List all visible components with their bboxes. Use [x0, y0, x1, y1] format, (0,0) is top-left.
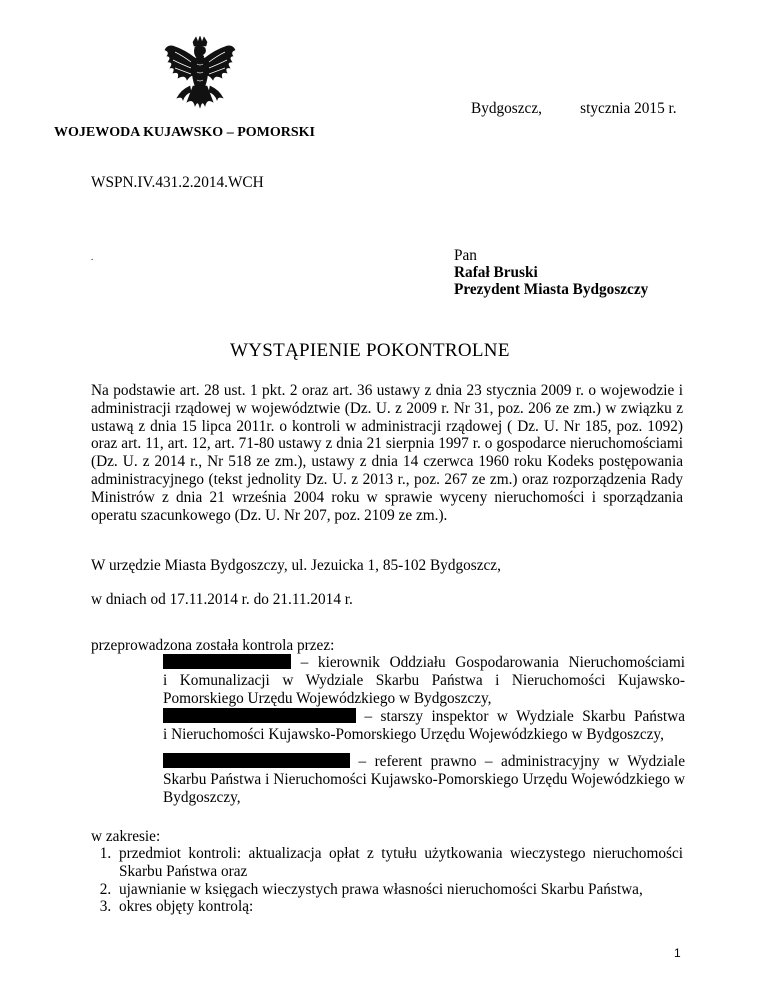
- inspector-entry: [163, 708, 685, 744]
- inspectors-intro: przeprowadzona została kontrola przez:: [91, 637, 335, 654]
- inspector-entry: [163, 753, 685, 806]
- addressee-name: Rafał Bruski: [454, 264, 538, 281]
- redacted-name: [163, 753, 350, 768]
- redacted-name: [163, 708, 356, 723]
- inspector-role-line: – referent prawno – administracyjny w Wydziale: [350, 753, 685, 770]
- document-title: WYSTĄPIENIE POKONTROLNE: [230, 340, 510, 361]
- inspector-role-continuation: Skarbu Państwa i Nieruchomości Kujawsko-Pomorskiego Urzędu Wojewódzkiego w Bydgoszczy,: [163, 770, 685, 806]
- polish-eagle-emblem-icon: [163, 36, 237, 122]
- inspector-role-continuation: i Komunalizacji w Wydziale Skarbu Państwa i Nieruchomości Kujawsko-Pomorskiego Urzędu Wojewódzkiego w Bydgoszczy,: [163, 671, 685, 707]
- page-number: 1: [674, 946, 681, 960]
- reference-number: WSPN.IV.431.2.2014.WCH: [91, 174, 264, 191]
- scope-intro: w zakresie:: [91, 828, 161, 845]
- redacted-name: [163, 654, 291, 669]
- scope-item: 3. okres objęty kontrolą:: [115, 898, 683, 916]
- legal-basis-paragraph: Na podstawie art. 28 ust. 1 pkt. 2 oraz art. 36 ustawy z dnia 23 stycznia 2009 r. o wojewodzie i administracji rządowej w województwie (Dz. U. z 2009 r. Nr 31, poz. 206 ze zm.) w związku z ustawą z dnia 15 lipca 2011r. o kontroli w administracji rządowej ( Dz. U. Nr 185, poz. 1092) oraz art. 11, art. 12, art. 71-80 ustawy z dnia 21 sierpnia 1997 r. o gospodarce nieruchomościami (Dz. U. z 2014 r., Nr 518 ze zm.), ustawy z dnia 14 czerwca 1960 roku Kodeks postępowania administracyjnego (tekst jednolity Dz. U. z 2013 r., poz. 267 ze zm.) oraz rozporządzenia Rady Ministrów z dnia 21 września 2004 roku w sprawie wyceny nieruchomości i sporządzania operatu szacunkowego (Dz. U. Nr 207, poz. 2109 ze zm.).: [91, 382, 683, 524]
- inspector-role-line: – kierownik Oddziału Gospodarowania Nieruchomościami: [291, 654, 685, 671]
- inspection-location: W urzędzie Miasta Bydgoszczy, ul. Jezuicka 1, 85-102 Bydgoszcz,: [91, 557, 501, 574]
- issuing-authority: WOJEWODA KUJAWSKO – POMORSKI: [54, 125, 315, 140]
- inspection-dates: w dniach od 17.11.2014 r. do 21.11.2014 r.: [91, 591, 353, 608]
- inspector-role-line: – starszy inspektor w Wydziale Skarbu Państwa: [356, 708, 685, 725]
- inspector-role-continuation: i Nieruchomości Kujawsko-Pomorskiego Urzędu Wojewódzkiego w Bydgoszczy,: [163, 725, 664, 743]
- scope-list: [91, 845, 683, 916]
- scope-item: 1. przedmiot kontroli: aktualizacja opłat z tytułu użytkowania wieczystego nieruchomości Skarbu Państwa oraz: [115, 845, 683, 881]
- addressee-salutation: Pan: [454, 247, 477, 264]
- addressee-position: Prezydent Miasta Bydgoszczy: [454, 281, 649, 298]
- stray-dot: .: [91, 252, 94, 262]
- place-date: Bydgoszcz, stycznia 2015 r.: [471, 100, 677, 117]
- addressee-block: [454, 247, 648, 298]
- scope-item: 2. ujawnianie w księgach wieczystych prawa własności nieruchomości Skarbu Państwa,: [115, 881, 683, 899]
